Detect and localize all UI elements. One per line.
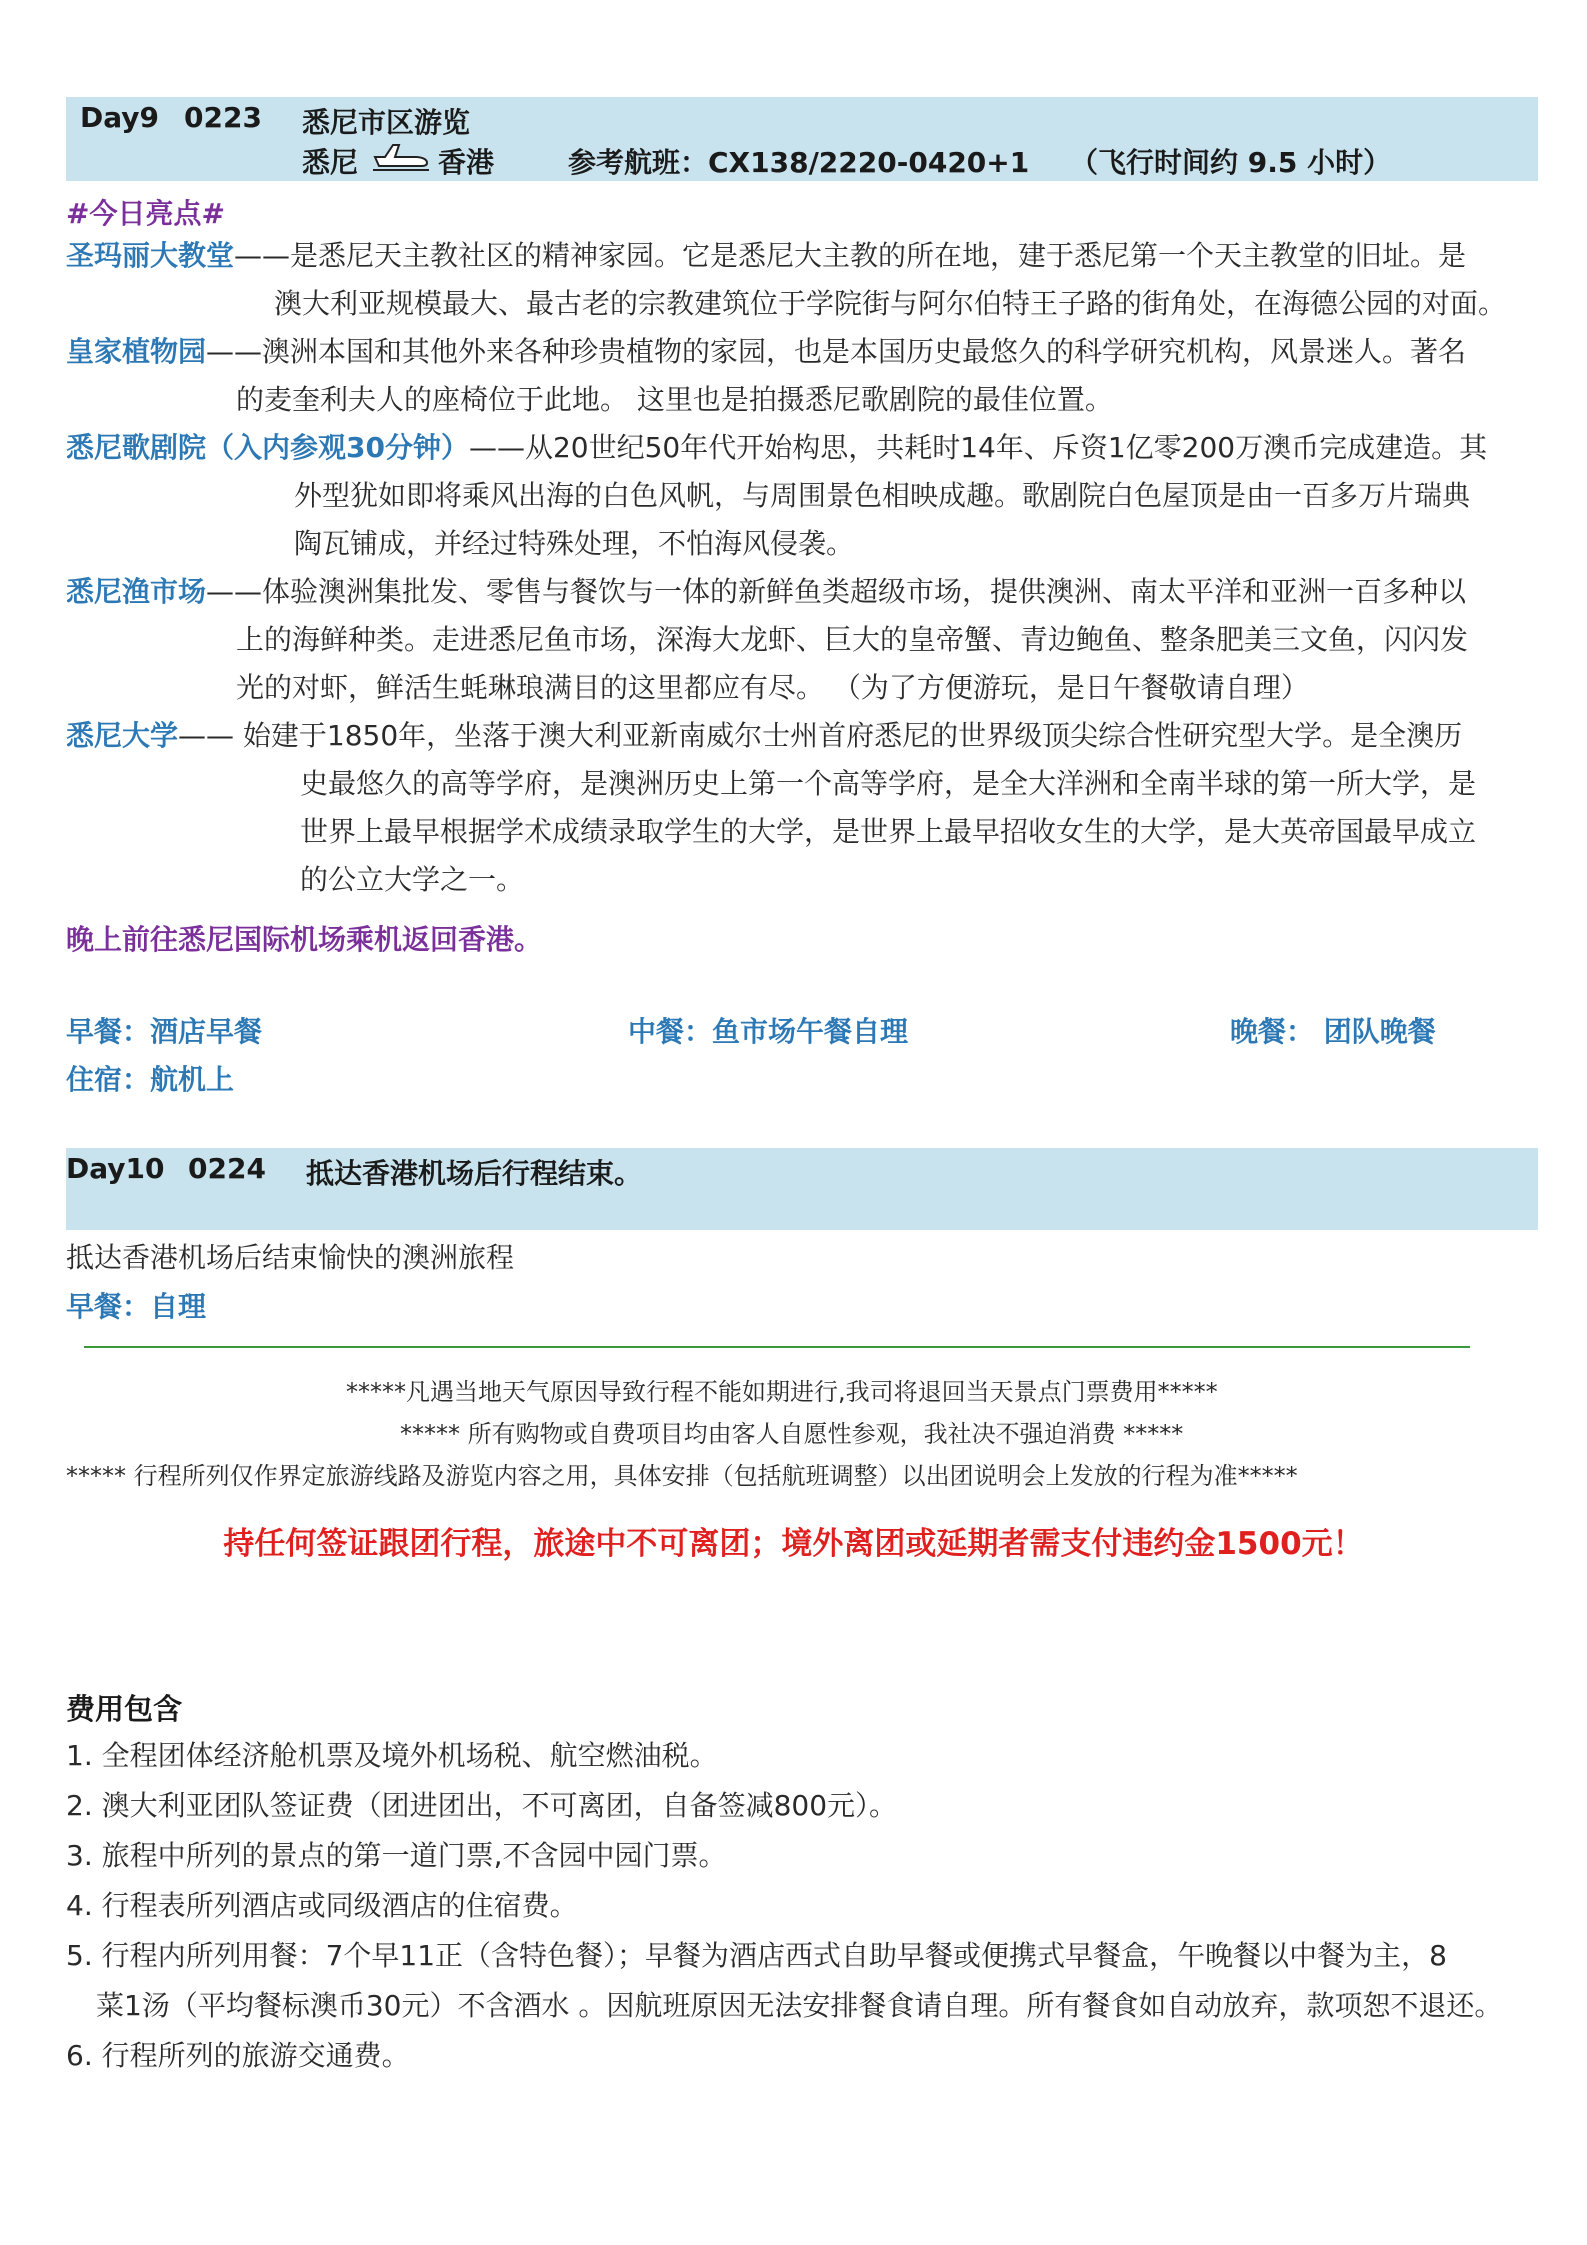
attraction-name: 皇家植物园 [66, 335, 207, 368]
day9-to: 香港 [438, 146, 495, 179]
attraction-text: ——从20世纪50年代开始构思，共耗时14年、斥资1亿零200万澳币完成建造。其 [468, 431, 1488, 464]
attraction-name: 悉尼渔市场 [66, 575, 207, 608]
dinner-day9: 晚餐： 团队晚餐 [1230, 1015, 1436, 1048]
highlights-title: #今日亮点# [66, 197, 225, 230]
divider [84, 1346, 1470, 1348]
day10-label: Day10 [66, 1152, 165, 1185]
fees-title: 费用包含 [66, 1692, 183, 1726]
day9-flight: 参考航班：CX138/2220-0420+1 [568, 146, 1030, 179]
fee-item: 5. 行程内所列用餐：7个早11正（含特色餐）；早餐为酒店西式自助早餐或便携式早餐盒，午晚餐以中餐为主，8 [66, 1939, 1447, 1972]
day9-label: Day9 [80, 101, 160, 134]
attraction-name: 悉尼大学 [66, 719, 179, 752]
attraction-text: 上的海鲜种类。走进悉尼鱼市场，深海大龙虾、巨大的皇帝蟹、青边鲍鱼、整条肥美三文鱼，闪闪发 [236, 623, 1469, 656]
attraction-text: 外型犹如即将乘风出海的白色风帆，与周围景色相映成趣。歌剧院白色屋顶是由一百多万片瑞典 [294, 479, 1471, 512]
plane-icon [371, 139, 431, 178]
attraction-text: ——澳洲本国和其他外来各种珍贵植物的家园，也是本国历史最悠久的科学研究机构，风景迷人。著名 [206, 335, 1467, 368]
stay-day9: 住宿：航机上 [66, 1063, 235, 1096]
day9-title: 悉尼市区游览 [302, 106, 471, 139]
notice-itinerary: ***** 行程所列仅作界定旅游线路及游览内容之用，具体安排（包括航班调整）以出团说明会上发放的行程为准***** [66, 1462, 1298, 1490]
fee-item: 4. 行程表所列酒店或同级酒店的住宿费。 [66, 1889, 578, 1922]
fee-item: 2. 澳大利亚团队签证费（团进团出，不可离团，自备签减800元）。 [66, 1789, 898, 1822]
lunch-day9: 中餐：鱼市场午餐自理 [628, 1015, 909, 1048]
attraction-text: 的公立大学之一。 [300, 863, 525, 896]
attraction-text: 澳大利亚规模最大、最古老的宗教建筑位于学院街与阿尔伯特王子路的街角处，在海德公园的对面。 [274, 287, 1507, 320]
breakfast-day10: 早餐：自理 [66, 1290, 207, 1323]
fee-item: 6. 行程所列的旅游交通费。 [66, 2039, 410, 2072]
day9-from: 悉尼 [302, 146, 359, 179]
attraction-text: 史最悠久的高等学府，是澳洲历史上第一个高等学府，是全大洋洲和全南半球的第一所大学，是 [300, 767, 1477, 800]
notice-weather: *****凡遇当地天气原因导致行程不能如期进行,我司将退回当天景点门票费用***** [346, 1378, 1218, 1406]
day10-description: 抵达香港机场后结束愉快的澳洲旅程 [66, 1241, 515, 1274]
fee-item-continued: 菜1汤（平均餐标澳币30元）不含酒水 。因航班原因无法安排餐食请自理。所有餐食如自动放弃，款项恕不退还。 [96, 1989, 1503, 2022]
attraction-text: —— 始建于1850年，坐落于澳大利亚新南威尔士州首府悉尼的世界级顶尖综合性研究型大学。是全澳历 [178, 719, 1463, 752]
evening-note: 晚上前往悉尼国际机场乘机返回香港。 [66, 923, 543, 956]
attraction-name: 悉尼歌剧院（入内参观30分钟） [66, 431, 469, 464]
attraction-text: 光的对虾，鲜活生蚝琳琅满目的这里都应有尽。 （为了方便游玩，是日午餐敬请自理） [236, 671, 1309, 704]
day10-date: 0224 [188, 1152, 266, 1185]
attraction-text: ——是悉尼天主教社区的精神家园。它是悉尼大主教的所在地，建于悉尼第一个天主教堂的旧址。是 [234, 239, 1467, 272]
day9-duration: （飞行时间约 9.5 小时） [1070, 146, 1392, 179]
day9-date: 0223 [184, 101, 262, 134]
attraction-name: 圣玛丽大教堂 [66, 239, 235, 272]
fee-item: 3. 旅程中所列的景点的第一道门票,不含园中园门票。 [66, 1839, 727, 1872]
day9-header [66, 97, 1538, 181]
day10-header [66, 1148, 1538, 1230]
fee-item: 1. 全程团体经济舱机票及境外机场税、航空燃油税。 [66, 1739, 718, 1772]
notice-shopping: ***** 所有购物或自费项目均由客人自愿性参观，我社决不强迫消费 ***** [400, 1420, 1184, 1448]
breakfast-day9: 早餐：酒店早餐 [66, 1015, 263, 1048]
attraction-text: 世界上最早根据学术成绩录取学生的大学，是世界上最早招收女生的大学，是大英帝国最早成立 [300, 815, 1477, 848]
day10-title: 抵达香港机场后行程结束。 [306, 1157, 643, 1190]
warning-text: 持任何签证跟团行程，旅途中不可离团；境外离团或延期者需支付违约金1500元！ [223, 1526, 1364, 1562]
attraction-text: 陶瓦铺成，并经过特殊处理，不怕海风侵袭。 [294, 527, 855, 560]
attraction-text: 的麦奎利夫人的座椅位于此地。 这里也是拍摄悉尼歌剧院的最佳位置。 [236, 383, 1113, 416]
attraction-text: ——体验澳洲集批发、零售与餐饮与一体的新鲜鱼类超级市场，提供澳洲、南太平洋和亚洲一百多种以 [206, 575, 1467, 608]
